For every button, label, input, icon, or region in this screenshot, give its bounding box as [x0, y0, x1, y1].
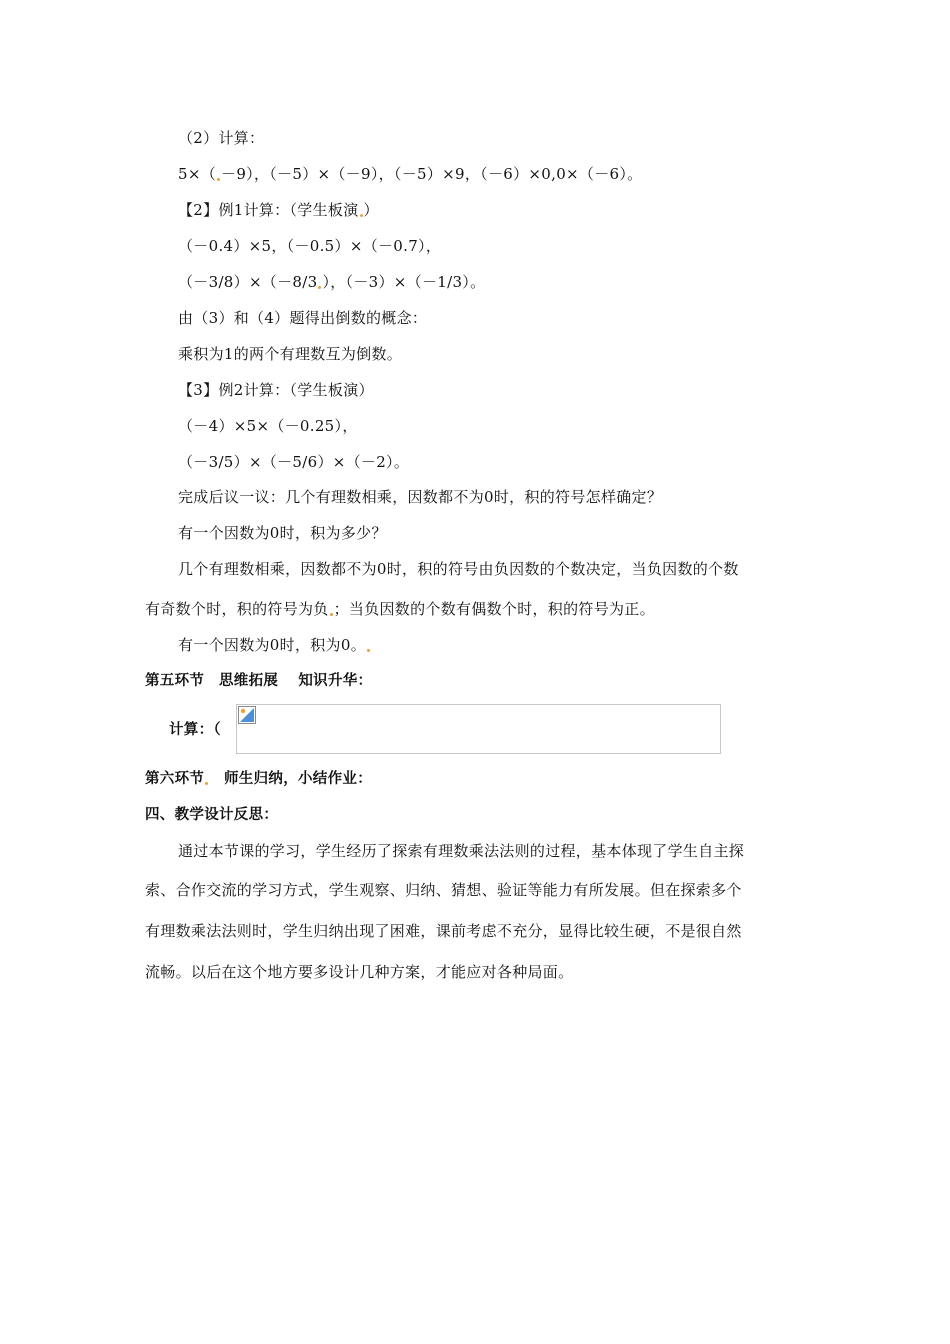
text-line: [178, 128, 264, 148]
heading-text: 第六环节: [145, 771, 205, 787]
text-line: [178, 344, 402, 364]
text: （－3/8）×（－8/3: [178, 273, 318, 291]
text-line: [169, 720, 221, 740]
heading-text: 四、教学设计反思：: [145, 807, 279, 823]
text: （－0.4）×5，（－0.5）×（－0.7），: [178, 237, 442, 255]
text-line: [178, 635, 371, 655]
heading-text: 师生归纳，小结作业：: [209, 771, 373, 787]
marker-dot: [205, 782, 208, 785]
text: 由（3）和（4）题得出倒数的概念：: [178, 309, 428, 327]
text-line: [178, 559, 739, 579]
text: 几个有理数相乘，因数都不为0时，积的符号由负因数的个数决定，当负因数的个数: [178, 560, 739, 578]
text: 计算：（: [169, 722, 221, 738]
heading-text: 第五环节 思维拓展 知识升华：: [145, 673, 373, 689]
text-line: [178, 523, 387, 543]
text: 有一个因数为0时，积为多少？: [178, 524, 387, 542]
text: 5×（: [178, 165, 217, 183]
text-line: [178, 236, 441, 256]
text-line: [178, 841, 744, 861]
marker-dot: [360, 214, 363, 217]
text-line: [145, 599, 655, 619]
text-line: [178, 452, 409, 472]
text: （2）计算：: [178, 129, 265, 147]
text: 有理数乘法法则时，学生归纳出现了困难，课前考虑不充分，显得比较生硬，不是很自然: [145, 922, 742, 940]
text-line: [145, 880, 742, 900]
marker-dot: [318, 286, 321, 289]
text: 【3】例2计算：（学生板演）: [178, 381, 374, 399]
broken-image-icon: [238, 706, 256, 724]
text: 完成后议一议：几个有理数相乘，因数都不为0时，积的符号怎样确定？: [178, 488, 663, 506]
text: 索、合作交流的学习方式，学生观察、归纳、猜想、验证等能力有所发展。但在探索多个: [145, 881, 742, 899]
text-line: [178, 380, 374, 400]
text-line: [145, 921, 742, 941]
text: 乘积为1的两个有理数互为倒数。: [178, 345, 403, 363]
section-heading: [145, 805, 278, 825]
text-line: [178, 487, 662, 507]
text: ）: [363, 201, 379, 219]
section-heading: [145, 769, 372, 789]
text: ；当负因数的个数有偶数个时，积的符号为正。: [333, 600, 655, 618]
embedded-image-placeholder: [236, 704, 721, 754]
text: 有一个因数为0时，积为0。: [178, 636, 366, 654]
text-line: [145, 962, 573, 982]
text: （－4）×5×（－0.25），: [178, 417, 358, 435]
text: 【2】例1计算：（学生板演: [178, 201, 359, 219]
text-line: [178, 308, 427, 328]
marker-dot: [217, 178, 220, 181]
text-line: [178, 416, 358, 436]
text: －9），（－5）×（－9），（－5）×9，（－6）×0,0×（－6）。: [221, 165, 643, 183]
text: 通过本节课的学习，学生经历了探索有理数乘法法则的过程，基本体现了学生自主探: [178, 842, 745, 860]
text-line: [178, 164, 642, 184]
section-heading: [145, 671, 372, 691]
marker-dot: [367, 649, 370, 652]
text: 流畅。以后在这个地方要多设计几种方案，才能应对各种局面。: [145, 963, 574, 981]
marker-dot: [330, 613, 333, 616]
text: （－3/5）×（－5/6）×（－2）。: [178, 453, 410, 471]
text: ），（－3）×（－1/3）。: [322, 273, 486, 291]
text-line: [178, 200, 379, 220]
text-line: [178, 272, 485, 292]
text: 有奇数个时，积的符号为负: [145, 600, 329, 618]
